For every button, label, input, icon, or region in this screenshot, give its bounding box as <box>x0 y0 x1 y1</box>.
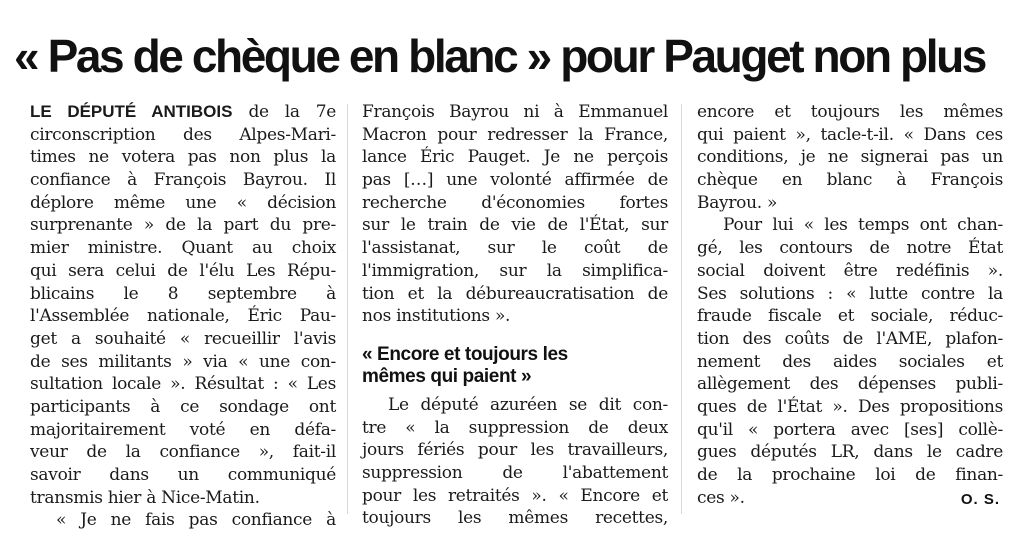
article-column-2 <box>362 101 668 530</box>
text-line: Macron pour redresser la France, <box>362 124 668 145</box>
text-line: transmis hier à Nice-Matin. <box>30 487 260 508</box>
subheading-line: mêmes qui paient » <box>362 365 532 387</box>
text-line: Le député azuréen se dit con- <box>388 394 668 415</box>
text-line: l'Assemblée nationale, Éric Pau- <box>30 306 336 327</box>
text-line: Bayrou. » <box>697 192 778 213</box>
column-divider <box>347 104 348 514</box>
text-line: conditions, je ne signerai pas un <box>697 147 1003 168</box>
text-line: toujours les mêmes recettes, <box>362 508 668 529</box>
text-line: nos institutions ». <box>362 306 511 327</box>
text-line: fraude fiscale et sociale, réduc- <box>697 306 1003 327</box>
text-line: tion des coûts de l'AME, plafon- <box>697 328 1003 349</box>
text-line: ques de l'État ». Des propositions <box>697 396 1003 417</box>
text-line: jours fériés pour les travailleurs, <box>362 440 668 461</box>
text-line: gues députés LR, dans le cadre <box>697 442 1003 463</box>
text-line: lance Éric Pauget. Je ne perçois <box>362 147 668 168</box>
text-line: qui paient », tacle-t-il. « Dans ces <box>697 124 1003 145</box>
text-line: ces ». <box>697 487 745 508</box>
text-line: suppression de l'abattement <box>362 462 668 483</box>
section-subheading <box>362 344 668 388</box>
text-line: recherche d'économies fortes <box>362 192 668 213</box>
text-line: pas […] une volonté affirmée de <box>362 170 668 191</box>
text-line: veur de la confiance », fait-il <box>30 442 336 463</box>
lead-in: LE DÉPUTÉ ANTIBOIS <box>30 102 233 121</box>
text-line: nement des aides sociales et <box>697 351 1003 372</box>
text-line: Pour lui « les temps ont chan- <box>723 215 1003 236</box>
text-line: surprenante » de la part du pre- <box>30 215 336 236</box>
article-column-3 <box>697 101 1003 509</box>
text-line: déplore même une « décision <box>30 192 336 213</box>
author-signature: O. S. <box>960 491 1000 508</box>
subheading-line: « Encore et toujours les <box>362 343 568 365</box>
text-line: de ses militants » via « une con- <box>30 351 336 372</box>
text-line: savoir dans un communiqué <box>30 465 336 485</box>
text-line: l'assistanat, sur le coût de <box>362 238 668 259</box>
text-line: de la prochaine loi de finan- <box>697 465 1003 485</box>
text-line: LE DÉPUTÉ ANTIBOIS de la 7e <box>30 102 336 122</box>
text-line: encore et toujours les mêmes <box>697 102 1003 122</box>
text-line: qui sera celui de l'élu Les Répu- <box>30 260 336 281</box>
text-line: sur le train de vie de l'État, sur <box>362 215 668 236</box>
text-line: François Bayrou ni à Emmanuel <box>362 102 668 122</box>
column-divider <box>681 104 682 514</box>
text-line: social doivent être redéfinis ». <box>697 260 1003 281</box>
article-column-1 <box>30 101 336 532</box>
text-line: majoritairement voté en défa- <box>30 419 336 440</box>
text-line: sultation locale ». Résultat : « Les <box>30 374 336 395</box>
text-line: « Je ne fais pas confiance à <box>56 510 336 531</box>
text-line: l'immigration, sur la simplifica- <box>362 260 668 281</box>
text-line: pour les retraités ». « Encore et <box>362 485 668 506</box>
text-line: blicains le 8 septembre à <box>30 283 336 304</box>
text-line: chèque en blanc à François <box>697 170 1003 191</box>
text-line: allègement des dépenses publi- <box>697 374 1003 395</box>
text-line: mier ministre. Quant au choix <box>30 238 336 259</box>
text-line: times ne votera pas non plus la <box>30 147 336 168</box>
text-line: participants à ce sondage ont <box>30 396 336 417</box>
text-line: get a souhaité « recueillir l'avis <box>30 328 336 349</box>
article-headline: « Pas de chèque en blanc » pour Pauget non plus <box>14 30 985 82</box>
text-line: qu'il « portera avec [ses] collè- <box>697 419 1003 440</box>
text-line: confiance à François Bayrou. Il <box>30 170 336 191</box>
text-line: Ses solutions : « lutte contre la <box>697 283 1003 304</box>
text-line: circonscription des Alpes-Mari- <box>30 124 336 145</box>
text-line: tion et la débureaucratisation de <box>362 283 668 304</box>
text-line: tre « la suppression de deux <box>362 417 668 438</box>
text-line: gé, les contours de notre État <box>697 238 1003 259</box>
